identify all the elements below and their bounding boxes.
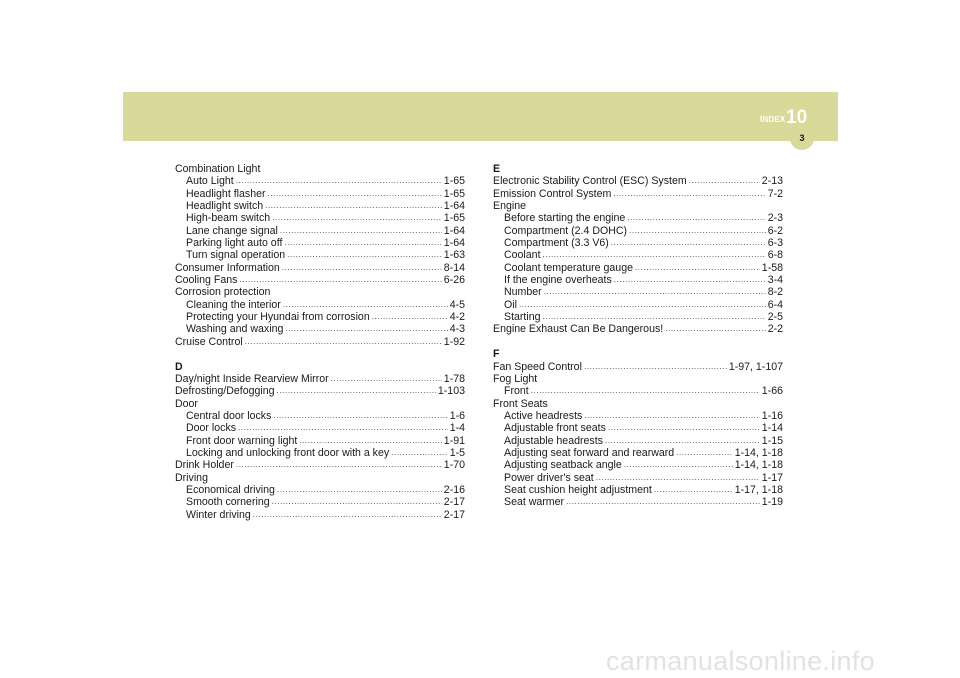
index-entry: Seat cushion height adjustment ..... 1-17, 1-18 bbox=[493, 484, 783, 496]
index-entry: Power driver's seat ..... 1-17 bbox=[493, 472, 783, 484]
header-band bbox=[123, 92, 838, 141]
index-entry: Defrosting/Defogging ..... 1-103 bbox=[175, 385, 465, 397]
index-entry: Winter driving ..... 2-17 bbox=[175, 509, 465, 521]
index-entry: Number ..... 8-2 bbox=[493, 286, 783, 298]
index-entry: If the engine overheats ..... 3-4 bbox=[493, 274, 783, 286]
index-entry: Smooth cornering ..... 2-17 bbox=[175, 496, 465, 508]
section-label: INDEX bbox=[760, 115, 786, 124]
index-letter-d: D bbox=[175, 360, 183, 373]
index-entry: Headlight flasher ..... 1-65 bbox=[175, 188, 465, 200]
index-entry: Consumer Information ..... 8-14 bbox=[175, 262, 465, 274]
index-entry: Electronic Stability Control (ESC) System ..... 2-13 bbox=[493, 175, 783, 187]
index-letter-f: F bbox=[493, 348, 500, 361]
index-entry: Before starting the engine ..... 2-3 bbox=[493, 212, 783, 224]
index-heading: Front Seats bbox=[493, 397, 548, 410]
index-heading: Driving bbox=[175, 471, 208, 484]
index-entry: Cooling Fans ..... 6-26 bbox=[175, 274, 465, 286]
index-entry: Oil ..... 6-4 bbox=[493, 299, 783, 311]
index-heading: Door bbox=[175, 397, 198, 410]
index-entry: Adjusting seatback angle ..... 1-14, 1-18 bbox=[493, 459, 783, 471]
section-number: 10 bbox=[786, 107, 808, 128]
index-entry: Adjusting seat forward and rearward ..... 1-14, 1-18 bbox=[493, 447, 783, 459]
index-letter-e: E bbox=[493, 163, 501, 175]
index-entry: Washing and waxing ..... 4-3 bbox=[175, 323, 465, 335]
index-column-right bbox=[493, 163, 783, 509]
index-entry: Adjustable front seats ..... 1-14 bbox=[493, 422, 783, 434]
index-entry: Parking light auto off ..... 1-64 bbox=[175, 237, 465, 249]
index-column-left bbox=[175, 163, 465, 521]
index-entry: Headlight switch ..... 1-64 bbox=[175, 200, 465, 212]
index-entry: Fan Speed Control ..... 1-97, 1-107 bbox=[493, 361, 783, 373]
index-heading: Engine bbox=[493, 200, 526, 213]
index-entry: Protecting your Hyundai from corrosion ..... 4-2 bbox=[175, 311, 465, 323]
index-entry: Engine Exhaust Can Be Dangerous! ..... 2-2 bbox=[493, 323, 783, 335]
index-entry: Seat warmer ..... 1-19 bbox=[493, 496, 783, 508]
index-entry: Compartment (3.3 V6) ..... 6-3 bbox=[493, 237, 783, 249]
index-entry: Central door locks ..... 1-6 bbox=[175, 410, 465, 422]
index-heading: Fog Light bbox=[493, 372, 538, 385]
index-entry: Door locks ..... 1-4 bbox=[175, 422, 465, 434]
page-number: 3 bbox=[799, 133, 805, 143]
index-entry: Active headrests ..... 1-16 bbox=[493, 410, 783, 422]
index-entry: Front ..... 1-66 bbox=[493, 385, 783, 397]
index-entry: Coolant ..... 6-8 bbox=[493, 249, 783, 261]
index-entry: High-beam switch ..... 1-65 bbox=[175, 212, 465, 224]
index-entry: Cleaning the interior ..... 4-5 bbox=[175, 299, 465, 311]
index-entry: Compartment (2.4 DOHC) ..... 6-2 bbox=[493, 225, 783, 237]
index-entry: Lane change signal ..... 1-64 bbox=[175, 225, 465, 237]
index-entry: Adjustable headrests ..... 1-15 bbox=[493, 435, 783, 447]
index-heading: Corrosion protection bbox=[175, 286, 271, 299]
index-entry: Emission Control System ..... 7-2 bbox=[493, 188, 783, 200]
index-entry: Coolant temperature gauge ..... 1-58 bbox=[493, 262, 783, 274]
index-entry: Front door warning light ..... 1-91 bbox=[175, 435, 465, 447]
index-entry: Economical driving ..... 2-16 bbox=[175, 484, 465, 496]
watermark: carmanualsonline.info bbox=[606, 646, 875, 676]
index-entry: Turn signal operation ..... 1-63 bbox=[175, 249, 465, 261]
index-entry: Cruise Control ..... 1-92 bbox=[175, 336, 465, 348]
index-entry: Drink Holder ..... 1-70 bbox=[175, 459, 465, 471]
index-entry: Locking and unlocking front door with a key ..... 1-5 bbox=[175, 447, 465, 459]
index-entry: Day/night Inside Rearview Mirror ..... 1-78 bbox=[175, 373, 465, 385]
index-heading: Combination Light bbox=[175, 163, 261, 175]
index-entry: Starting ..... 2-5 bbox=[493, 311, 783, 323]
index-entry: Auto Light ..... 1-65 bbox=[175, 175, 465, 187]
